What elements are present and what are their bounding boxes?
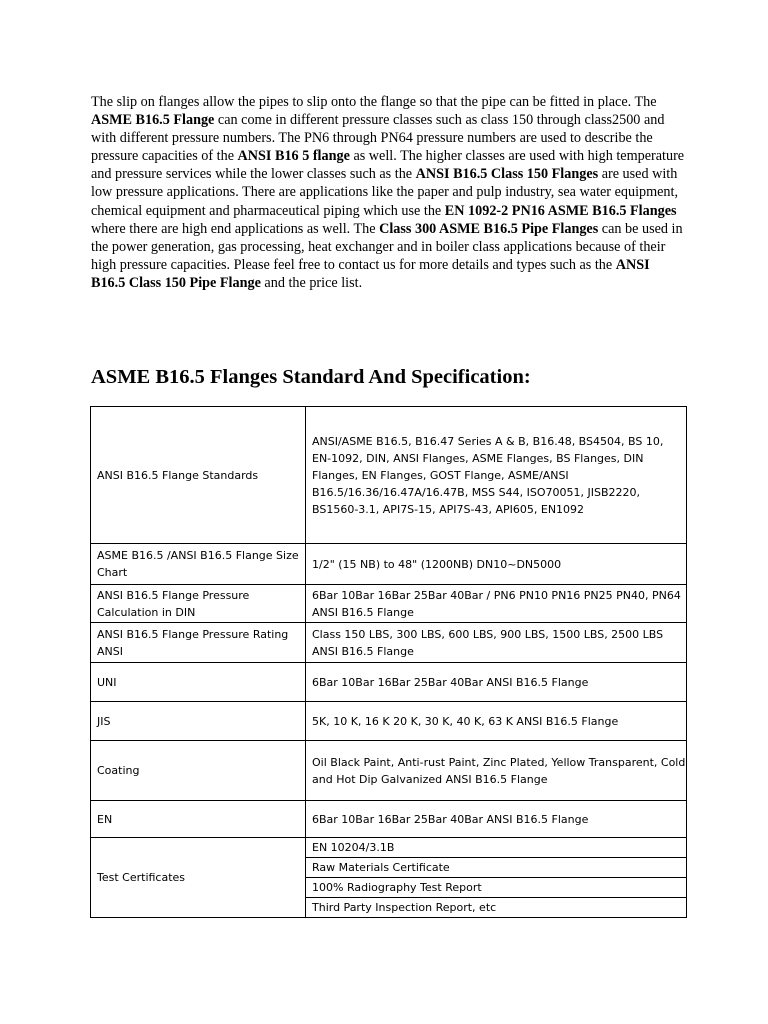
certificate-item: Raw Materials Certificate: [306, 858, 687, 878]
bold-term: ANSI B16.5 Class 150 Flanges: [415, 166, 599, 183]
row-label: ANSI B16.5 Flange Pressure Calculation in DIN: [91, 585, 306, 623]
row-value: 1/2" (15 NB) to 48" (1200NB) DN10~DN5000: [306, 544, 687, 585]
row-value: 6Bar 10Bar 16Bar 25Bar 40Bar ANSI B16.5 Flange: [306, 801, 687, 838]
row-label: UNI: [91, 663, 306, 702]
row-value: 6Bar 10Bar 16Bar 25Bar 40Bar ANSI B16.5 Flange: [306, 663, 687, 702]
row-value: 6Bar 10Bar 16Bar 25Bar 40Bar / PN6 PN10 PN16 PN25 PN40, PN64 ANSI B16.5 Flange: [306, 585, 687, 623]
section-heading: ASME B16.5 Flanges Standard And Specification:: [91, 366, 531, 388]
bold-term: Class 300 ASME B16.5 Pipe Flanges: [379, 220, 599, 237]
text-run: The slip on flanges allow the pipes to slip onto the flange so that the pipe can be fitted in place. The: [91, 94, 657, 110]
row-value: Oil Black Paint, Anti-rust Paint, Zinc Plated, Yellow Transparent, Cold and Hot Dip Galvanized ANSI B16.5 Flange: [306, 741, 687, 801]
bold-term: ANSI B16.5 Class 150 Pipe Flange: [91, 256, 650, 291]
text-run: where there are high end applications as well. The: [91, 220, 380, 237]
text-run: and the price list.: [260, 274, 363, 291]
row-label: Coating: [91, 741, 306, 801]
row-label: EN: [91, 801, 306, 838]
row-label: ANSI B16.5 Flange Standards: [91, 407, 306, 544]
certificate-item: 100% Radiography Test Report: [306, 878, 687, 898]
row-label: Test Certificates: [91, 838, 306, 918]
text-run: can come in different pressure classes such as class 150 through class2500 and with different pressure numbers. The PN6 through PN64 pressure numbers are used to describe the pressure capacities of the: [91, 112, 665, 165]
text-run: are used with low pressure applications. There are applications like the paper and pulp industry, sea water equipment, chemical equipment and pharmaceutical piping which use the: [91, 166, 679, 219]
bold-term: EN 1092-2 PN16 ASME B16.5 Flanges: [444, 202, 677, 219]
row-value: ANSI/ASME B16.5, B16.47 Series A & B, B16.48, BS4504, BS 10, EN-1092, DIN, ANSI Flanges, ASME Flanges, BS Flanges, DIN Flanges, EN Flanges, GOST Flange, ASME/ANSI B16.5/16.36/16.47A/16.47B, MSS S44, ISO70051, JISB2220, BS1560-3.1, API7S-15, API7S-43, API605, EN1092: [306, 407, 687, 544]
table-row: [91, 544, 687, 585]
text-run: as well. The higher classes are used with high temperature and pressure services while the lower classes such as the: [91, 148, 685, 183]
table-row: [91, 741, 687, 801]
row-label: ASME B16.5 /ANSI B16.5 Flange Size Chart: [91, 544, 306, 585]
row-value: Class 150 LBS, 300 LBS, 600 LBS, 900 LBS, 1500 LBS, 2500 LBS ANSI B16.5 Flange: [306, 623, 687, 663]
table-row: [91, 663, 687, 702]
table-row: [91, 801, 687, 838]
bold-term: ASME B16.5 Flange: [91, 112, 215, 129]
table-row: [91, 702, 687, 741]
specification-table: [90, 406, 687, 918]
table-row: [91, 623, 687, 663]
certificate-item: Third Party Inspection Report, etc: [306, 898, 687, 918]
row-value: 5K, 10 K, 16 K 20 K, 30 K, 40 K, 63 K ANSI B16.5 Flange: [306, 702, 687, 741]
table-row: [91, 838, 687, 858]
text-run: can be used in the power generation, gas processing, heat exchanger and in boiler class applications because of their high pressure capacities. Please feel free to contact us for more details and types such as the: [91, 220, 683, 273]
table-row: [91, 585, 687, 623]
row-label: JIS: [91, 702, 306, 741]
intro-paragraph: [91, 93, 686, 292]
table-row: [91, 407, 687, 544]
bold-term: ANSI B16 5 flange: [237, 148, 350, 165]
certificate-item: EN 10204/3.1B: [306, 838, 687, 858]
row-label: ANSI B16.5 Flange Pressure Rating ANSI: [91, 623, 306, 663]
